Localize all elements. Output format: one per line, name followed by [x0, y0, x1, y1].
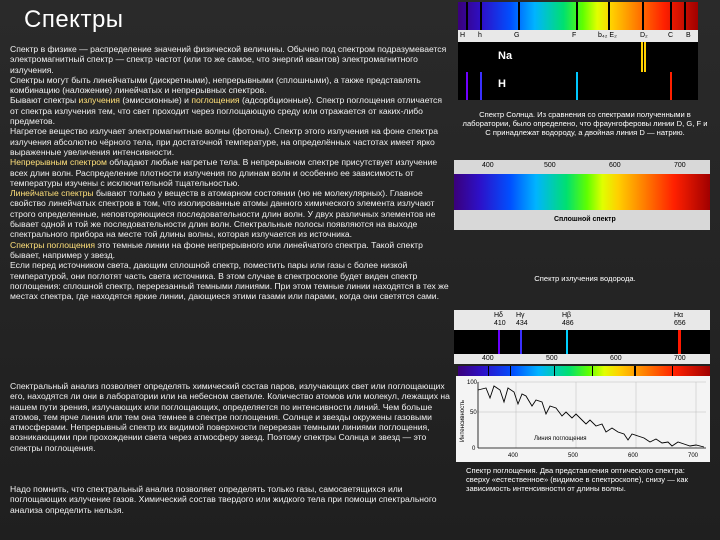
emission-line [576, 72, 578, 100]
continuous-spectrum-block [454, 160, 710, 230]
emission-line [480, 72, 482, 100]
paragraph: Надо помнить, что спектральный анализ позволяет определять только газы, самосветящихся или поглощающих излучение газов. Химический состав твердого или жидкого тела при помощи спектрального анализа определить нельзя. [10, 484, 437, 515]
paragraph: Спектральный анализ позволяет определять химический состав паров, излучающих свет или поглощающих его, находятся ли они в лаборатории или на небесном светиле. Количество атомов или молекул, лежащих на нашем пути зрения, излучающих или поглощающих, определяется по интенсивности линий. Чем больше атомов, тем ярче линия или тем она темнее в спектре поглощения. Солнце и звезды окружены газовыми атмосферами. Непрерывный спектр их видимой поверхности перерезан темными линиями поглощения, возникающими при прохождении света через атмосферу звезд. Поэтому спектры Солнца и звезд — это спектры поглощения. [10, 381, 450, 453]
emission-line [466, 72, 468, 100]
paragraph: Спектр в физике — распределение значений физической величины. Обычно под спектром подразумевается электромагнитный спектр — спектр частот (или то же самое, что энергий квантов) электромагнитного излучения. [10, 44, 447, 75]
highlight-term: поглощения [191, 95, 240, 106]
x-tick-label: 400 [508, 453, 519, 459]
tick-label: 600 [609, 162, 621, 169]
tick-label: 400 [482, 355, 494, 362]
hydrogen-spectrum-block [454, 310, 710, 364]
hydrogen-caption: Спектр излучения водорода. [534, 274, 636, 283]
main-text [10, 44, 452, 301]
line-letter: h [478, 32, 482, 39]
x-tick-label: 700 [688, 453, 699, 459]
tick-label: 500 [546, 355, 558, 362]
paragraph: Бывают спектры излучения (эмиссионные) и поглощения (адсорбционные). Спектр поглощения отличается от спектра излучения тем, что свет проходит через поглощающую среду или отражается от каких-либо предметов. [10, 95, 442, 127]
lower-text [10, 381, 452, 463]
line-letter: H [460, 32, 466, 39]
fraunhofer-line [608, 2, 610, 30]
absorption-line [510, 366, 511, 376]
absorption-line [488, 366, 489, 376]
fraunhofer-line [466, 2, 468, 30]
emission-line [670, 72, 672, 100]
hydrogen-emission-spectrum [454, 330, 710, 354]
highlight-term: Непрерывным спектром [10, 157, 107, 168]
line-letter: C [668, 32, 674, 39]
fraunhofer-line [684, 2, 686, 30]
emission-line [566, 330, 568, 354]
fraunhofer-line [518, 2, 520, 30]
graph-legend: Линия поглощения [534, 436, 587, 442]
line-label: Hβ 486 [562, 312, 574, 327]
x-tick-label: 600 [628, 453, 639, 459]
y-axis-label: Интенсивность [460, 399, 466, 442]
absorption-caption: Спектр поглощения. Два представления оптического спектра: сверху «естественное» (видимое в спектроскопе), снизу — как зависимость интенсивности от длины волны. [466, 466, 688, 493]
paragraph: Непрерывным спектром обладают любые нагретые тела. В непрерывном спектре присутствует излучение всех длин волн. Распределение плотности излучения по длинам волн и особенно ее зависимость от температуры изучены с исключительной тщательностью. [10, 157, 438, 188]
y-tick-label: 100 [467, 380, 478, 386]
emission-line [678, 330, 681, 354]
element-label: H [498, 78, 506, 90]
absorption-line [672, 366, 673, 376]
fraunhofer-line [480, 2, 482, 30]
absorption-line [554, 366, 555, 376]
absorption-graph [456, 376, 710, 462]
line-letter: D₂ [640, 32, 648, 39]
absorption-line [634, 366, 636, 376]
x-tick-label: 500 [568, 453, 579, 459]
tick-label: 400 [482, 162, 494, 169]
tick-label: 700 [674, 355, 686, 362]
absorption-spectrum [458, 366, 710, 376]
tick-label: 600 [610, 355, 622, 362]
sodium-spectrum [458, 42, 698, 72]
emission-line [641, 42, 643, 72]
tick-label: 700 [674, 162, 686, 169]
line-label: Hδ 410 [494, 312, 506, 327]
lower-text-2 [10, 484, 452, 515]
line-letter: G [514, 32, 520, 39]
paragraph: Спектры могут быть линейчатыми (дискретными), непрерывными (сплошными), а также представлять комбинацию (наложение) линейчатых и непрерывных спектров. [10, 74, 421, 96]
paragraph: Спектры поглощения это темные линии на фоне непрерывного или линейчатого спектра. Такой спектр бывает, например у звезд. [10, 239, 423, 260]
fraunhofer-line [670, 2, 672, 30]
solar-spectrum [458, 2, 698, 30]
highlight-term: Спектры поглощения [10, 239, 95, 250]
element-label: Na [498, 50, 513, 62]
y-tick-label: 0 [472, 446, 476, 452]
paragraph: Линейчатые спектры бывают только у веществ в атомарном состоянии (но не молекулярных). Главное свойство линейчатых спектров в том, что изолированные атомы данного химического элемента излучают строго определенные, неповторяющиеся последовательности длин волн. У двух различных элементов не бывает одной и той же последовательности длин волн. Спектральные полосы появляются на выходе спектрального прибора на месте той длины волны, которая излучается из источника. [10, 188, 436, 240]
paragraph: Нагретое вещество излучает электромагнитные волны (фотоны). Спектр этого излучения на фоне спектра излучения абсолютно чёрного тела, при достаточной температуре, на определённых частотах имеет ярко выраженные увеличения интенсивности. [10, 126, 438, 157]
line-letter: B [686, 32, 691, 39]
highlight-term: излучения [78, 95, 120, 106]
absorption-line [592, 366, 593, 376]
tick-label: 500 [544, 162, 556, 169]
y-tick-label: 50 [470, 410, 477, 416]
highlight-term: Линейчатые спектры [10, 188, 94, 199]
continuous-spectrum [454, 174, 710, 210]
emission-line [644, 42, 646, 72]
page-title: Спектры [24, 6, 124, 33]
line-label: Hγ 434 [516, 312, 528, 327]
line-letter: F [572, 32, 577, 39]
solar-caption: Спектр Солнца. Из сравнения со спектрами полученными в лаборатории, было определено, что фраунгоферовы линии D, G, F и C принадлежат водороду, а двойная линия D — натрию. [462, 110, 708, 137]
line-letter: b₄₂ E₂ [598, 32, 617, 39]
solar-letters-bar [458, 30, 698, 42]
line-label: Hα 656 [674, 312, 686, 327]
fraunhofer-line [576, 2, 578, 30]
emission-line [520, 330, 522, 354]
fraunhofer-line [642, 2, 644, 30]
continuous-label: Сплошной спектр [554, 216, 616, 223]
emission-line [498, 330, 500, 354]
hydrogen-solar-spectrum [458, 72, 698, 100]
paragraph: Если перед источником света, дающим сплошной спектр, поместить пары или газы с более низкой температурой, они поглотят часть света источника. В этом случае в спектроскопе будет виден спектр поглощения: сплошной спектр, перерезанный темными линиями. При этом темные линии находятся в тех же местах спектра, где находятся яркие линии, дающиеся этими газами или парами, когда они светятся сами. [10, 260, 449, 302]
